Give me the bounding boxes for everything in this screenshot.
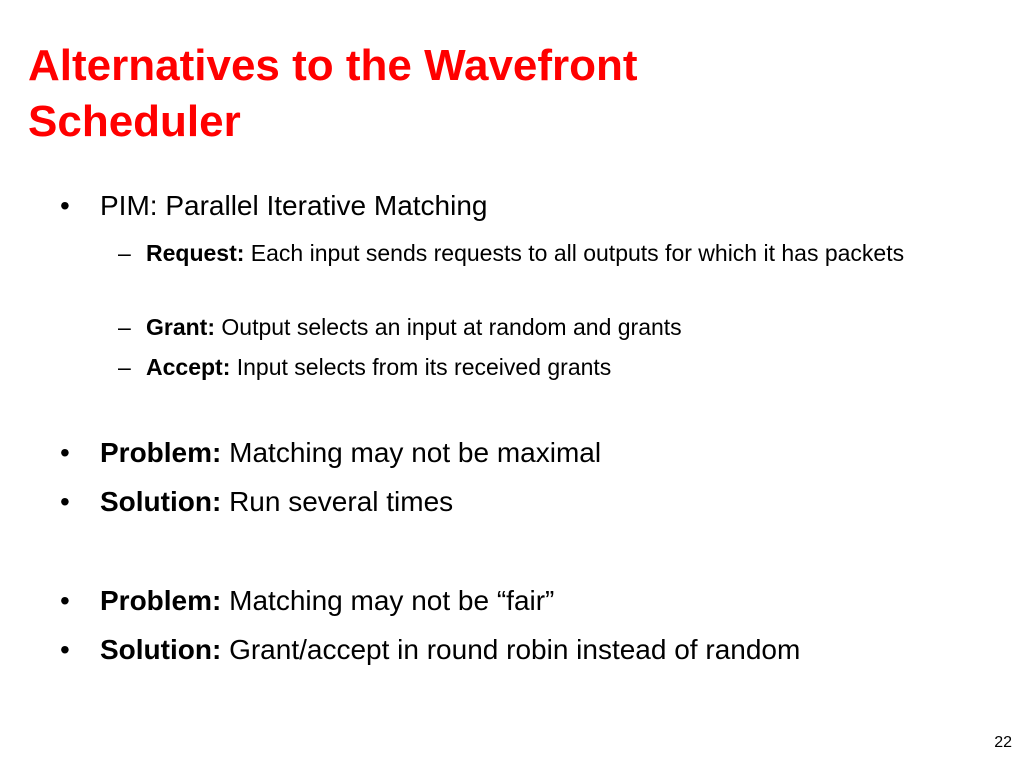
sub-bullet-request-content	[146, 236, 938, 270]
bullet-marker: •	[60, 634, 70, 665]
bullet-marker: •	[60, 585, 70, 616]
sub-bullet-accept	[118, 350, 938, 384]
bullet-solution-run-several-text: Run several times	[229, 486, 454, 517]
slide-title	[28, 38, 928, 150]
dash-marker: –	[118, 354, 131, 380]
bullet-marker: •	[60, 437, 70, 468]
bullet-solution-run-several-label: Solution:	[100, 486, 222, 517]
bullet-solution-round-robin-text: Grant/accept in round robin instead of random	[229, 634, 801, 665]
bullet-problem-maximal-text: Matching may not be maximal	[229, 437, 602, 468]
sub-bullet-accept-label: Accept:	[146, 354, 231, 380]
bullet-solution-run-several-content	[100, 485, 453, 519]
sub-bullet-grant-text: Output selects an input at random and grants	[221, 314, 682, 340]
bullet-pim-text: PIM: Parallel Iterative Matching	[100, 190, 488, 221]
bullet-marker: •	[60, 486, 70, 517]
bullet-problem-fair-label: Problem:	[100, 585, 222, 616]
bullet-problem-maximal-label: Problem:	[100, 437, 222, 468]
bullet-problem-fair-content	[100, 584, 554, 618]
sub-bullet-grant	[118, 310, 938, 344]
bullet-problem-fair-text: Matching may not be “fair”	[229, 585, 555, 616]
bullet-solution-round-robin-content	[100, 633, 800, 667]
sub-bullet-request-label: Request:	[146, 240, 245, 266]
sub-bullet-grant-label: Grant:	[146, 314, 215, 340]
dash-marker: –	[118, 314, 131, 340]
page-number: 22	[994, 734, 1012, 751]
sub-bullet-accept-content	[146, 350, 938, 384]
sub-bullet-request-text: Each input sends requests to all outputs for which it has packets	[250, 240, 905, 266]
dash-marker: –	[118, 240, 131, 266]
sub-bullet-request	[118, 236, 938, 270]
bullet-marker: •	[60, 190, 70, 221]
bullet-problem-maximal-content	[100, 436, 601, 470]
slide-title-line-2: Scheduler	[28, 97, 241, 146]
slide-title-line-1: Alternatives to the Wavefront	[28, 41, 638, 90]
sub-bullet-grant-content	[146, 310, 938, 344]
sub-bullet-accept-text: Input selects from its received grants	[236, 354, 612, 380]
bullet-solution-round-robin-label: Solution:	[100, 634, 222, 665]
